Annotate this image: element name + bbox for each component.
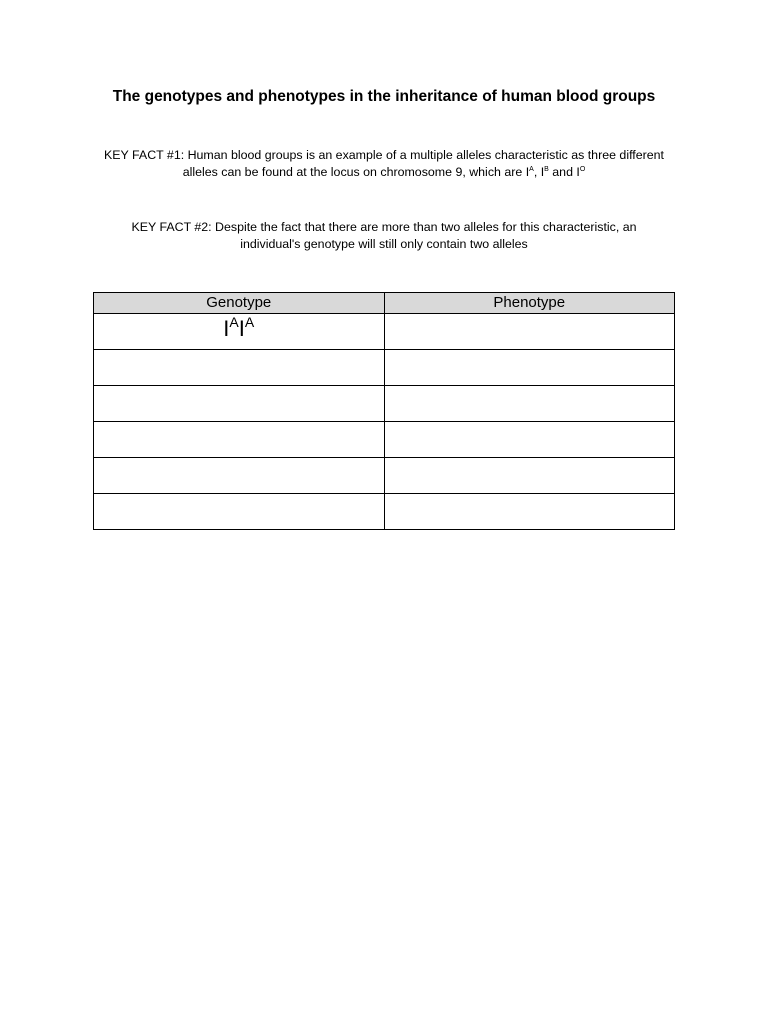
table-row bbox=[94, 350, 675, 386]
allele-ib: $I^B$ bbox=[540, 165, 549, 179]
document-title: The genotypes and phenotypes in the inheritance of human blood groups bbox=[112, 88, 656, 105]
genotype-cell[interactable] bbox=[94, 494, 385, 530]
allele-io: $I^O$ bbox=[576, 165, 586, 179]
genotype-cell[interactable] bbox=[94, 350, 385, 386]
key-fact-2: KEY FACT #2: Despite the fact that there are more than two alleles for this characteristic, an individual's genotype will still only contain two alleles bbox=[131, 220, 637, 251]
table-row bbox=[94, 314, 675, 350]
phenotype-cell[interactable] bbox=[384, 458, 675, 494]
genotype-header: Genotype bbox=[94, 293, 385, 314]
key-fact-1-text: KEY FACT #1: Human blood groups is an example of a multiple alleles characteristic as three different alleles can be found at the locus on chromosome 9, which are bbox=[104, 148, 664, 179]
table-row bbox=[94, 422, 675, 458]
table-row bbox=[94, 386, 675, 422]
table-header-row bbox=[94, 293, 675, 314]
phenotype-cell[interactable] bbox=[384, 422, 675, 458]
genotype-cell[interactable] bbox=[94, 458, 385, 494]
genotype-phenotype-table bbox=[93, 292, 675, 530]
phenotype-cell[interactable] bbox=[384, 350, 675, 386]
table-row bbox=[94, 458, 675, 494]
table-row bbox=[94, 494, 675, 530]
genotype-cell[interactable] bbox=[94, 422, 385, 458]
genotype-cell[interactable] bbox=[94, 314, 385, 350]
phenotype-cell[interactable] bbox=[384, 494, 675, 530]
key-fact-1: KEY FACT #1: Human blood groups is an example of a multiple alleles characteristic as three different alleles can be found at the locus on chromosome 9, which are $I^A$, $I^B$ and $I^O$ bbox=[104, 148, 664, 179]
phenotype-cell[interactable] bbox=[384, 314, 675, 350]
genotype-value: $I^AI^A$ bbox=[223, 314, 255, 341]
phenotype-cell[interactable] bbox=[384, 386, 675, 422]
allele-ia: $I^A$ bbox=[525, 165, 534, 179]
genotype-cell[interactable] bbox=[94, 386, 385, 422]
phenotype-header: Phenotype bbox=[384, 293, 675, 314]
